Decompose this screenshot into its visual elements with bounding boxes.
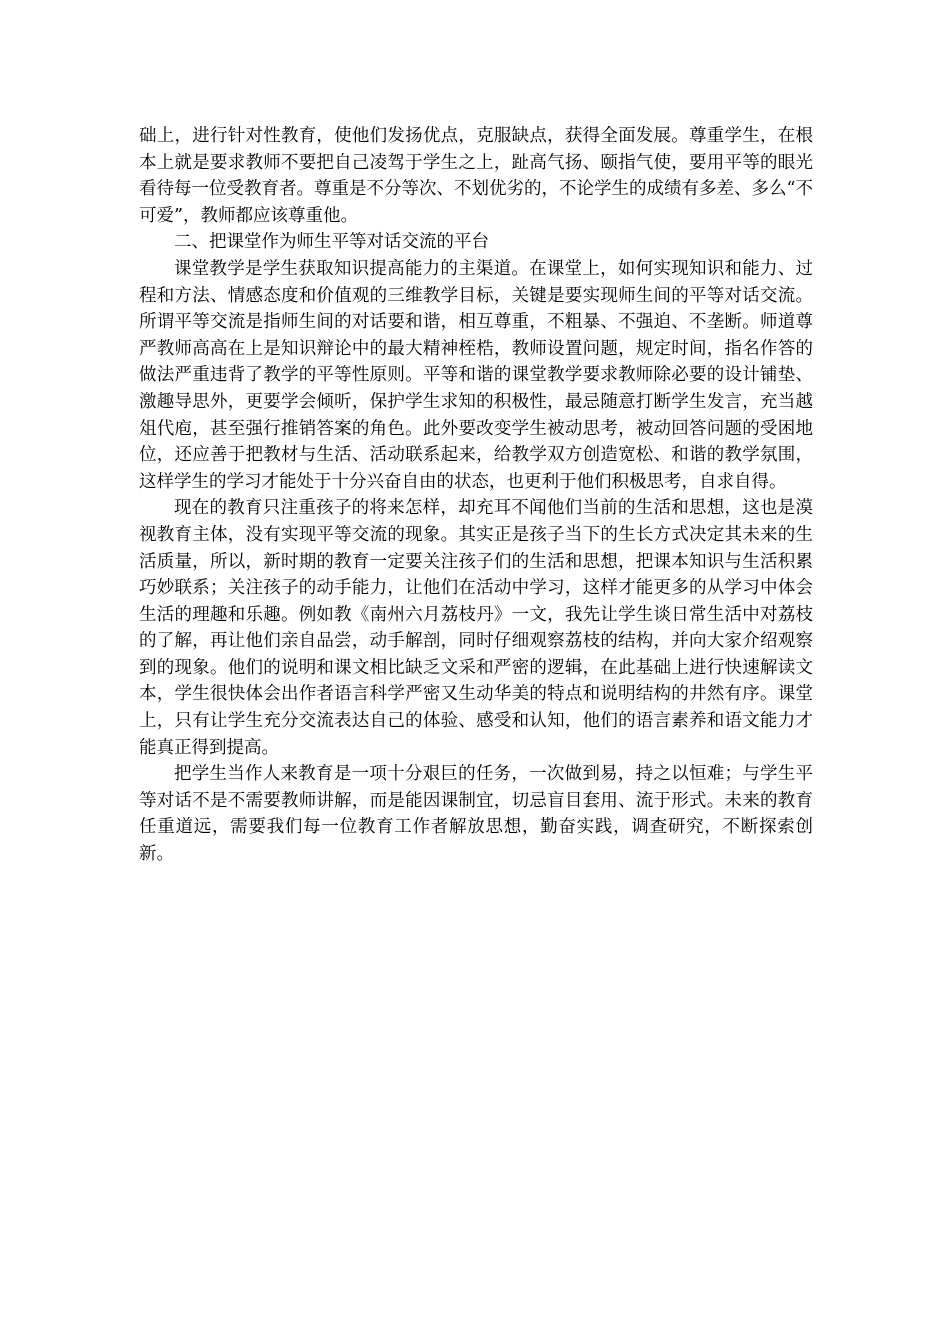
- document-body: [139, 123, 813, 868]
- section-heading: 二、把课堂作为师生平等对话交流的平台: [174, 232, 489, 253]
- paragraph-conclusion: 把学生当作人来教育是一项十分艰巨的任务，一次做到易，持之以恒难；与学生平等对话不是不需要教师讲解，而是能因课制宜，切忌盲目套用、流于形式。未来的教育任重道远，需要我们每一位教育工作者解放思想，勤奋实践，调查研究，不断探索创新。: [139, 764, 813, 865]
- paragraph-classroom: 课堂教学是学生获取知识提高能力的主渠道。在课堂上，如何实现知识和能力、过程和方法、情感态度和价值观的三维教学目标，关键是要实现师生间的平等对话交流。所谓平等交流是指师生间的对话要和谐，相互尊重，不粗暴、不强迫、不垄断。师道尊严教师高高在上是知识辩论中的最大精神桎梏，教师设置问题，规定时间，指名作答的做法严重违背了教学的平等性原则。平等和谐的课堂教学要求教师除必要的设计铺垫、激趣导思外，更要学会倾听，保护学生求知的积极性，最忌随意打断学生发言，充当越俎代庖，甚至强行推销答案的角色。此外要改变学生被动思考，被动回答问题的受困地位，还应善于把教材与生活、活动联系起来，给教学双方创造宽松、和谐的教学氛围，这样学生的学习才能处于十分兴奋自由的状态，也更利于他们积极思考，自求自得。: [139, 258, 813, 492]
- paragraph-present-education: 现在的教育只注重孩子的将来怎样，却充耳不闻他们当前的生活和思想，这也是漠视教育主体，没有实现平等交流的现象。其实正是孩子当下的生长方式决定其未来的生活质量，所以，新时期的教育一定要关注孩子们的生活和思想，把课本知识与生活积累巧妙联系；关注孩子的动手能力，让他们在活动中学习，这样才能更多的从学习中体会生活的理趣和乐趣。例如教《南州六月荔枝丹》一文，我先让学生谈日常生活中对荔枝的了解，再让他们亲自品尝，动手解剖，同时仔细观察荔枝的结构，并向大家介绍观察到的现象。他们的说明和课文相比缺乏文采和严密的逻辑，在此基础上进行快速解读文本，学生很快体会出作者语言科学严密又生动华美的特点和说明结构的井然有序。课堂上，只有让学生充分交流表达自己的体验、感受和认知，他们的语言素养和语文能力才能真正得到提高。: [139, 498, 813, 758]
- paragraph-continuation: 础上，进行针对性教育，使他们发扬优点，克服缺点，获得全面发展。尊重学生，在根本上就是要求教师不要把自己凌驾于学生之上，趾高气扬、颐指气使，要用平等的眼光看待每一位受教育者。尊重是不分等次、不划优劣的，不论学生的成绩有多差、多么“不可爱”，教师都应该尊重他。: [139, 126, 813, 226]
